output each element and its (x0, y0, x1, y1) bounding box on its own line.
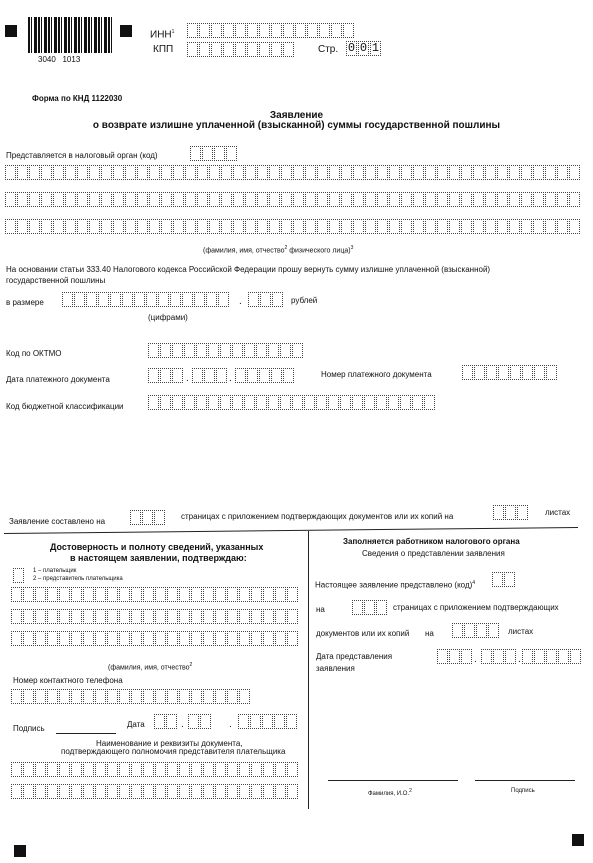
pay-date-day[interactable] (148, 368, 184, 383)
date-dot: . (181, 719, 184, 730)
date-dot: . (186, 373, 189, 384)
office-pages-label: страницах с приложением подтверждающих (393, 603, 559, 612)
presented-label: Настоящее заявление представлено (код)$^4$ (315, 580, 476, 590)
rub-label: рублей (291, 296, 318, 305)
presented-date-label-2: заявления (316, 664, 355, 673)
pay-date-label: Дата платежного документа (6, 375, 110, 384)
sign-date-month[interactable] (188, 714, 212, 729)
kbk-label: Код бюджетной классификации (6, 402, 124, 411)
page-number-field[interactable] (346, 41, 382, 56)
date-dot: . (229, 719, 232, 730)
oktmo-field[interactable] (148, 343, 304, 358)
corner-marker-bottom-right (572, 834, 584, 846)
barcode-number: 3040 1013 (38, 55, 81, 64)
amount-rubles-field[interactable] (62, 292, 230, 307)
sign-date-year[interactable] (238, 714, 298, 729)
fio-row-3[interactable] (5, 219, 581, 234)
inn-label: ИНН$^1$ (150, 29, 175, 41)
sheets-count-field[interactable] (493, 505, 529, 520)
page-digit: 1 (371, 41, 380, 55)
date-dot: . (474, 654, 477, 665)
corner-marker-bottom-left (14, 845, 26, 857)
amount-kopecks-field[interactable] (248, 292, 284, 307)
fio-row-1[interactable] (5, 165, 581, 180)
pages-count-field[interactable] (130, 510, 166, 525)
doc-title-2: подтверждающего полномочия представителя плательщика (61, 747, 286, 756)
office-pages-field[interactable] (352, 600, 388, 615)
decimal-dot: . (239, 296, 242, 307)
pages-suffix: листах (545, 508, 571, 517)
form-code: Форма по КНД 1122030 (32, 94, 123, 103)
signer-fio-row-3[interactable] (11, 631, 299, 646)
option-payer: 1 – плательщик (33, 568, 77, 574)
signer-type-field[interactable] (13, 568, 25, 583)
pay-num-field[interactable] (462, 365, 558, 380)
authority-doc-row-1[interactable] (11, 762, 299, 777)
signature-line[interactable] (56, 733, 116, 734)
officer-sign-line[interactable] (475, 780, 575, 781)
officer-name-line[interactable] (328, 780, 458, 781)
officer-fio-label: Фамилия, И.О.$^2$ (368, 788, 412, 797)
presented-date-month[interactable] (481, 649, 517, 664)
left-block-title-1: Достоверность и полноту сведений, указанных (50, 542, 264, 552)
on-label: на (316, 605, 325, 614)
page-digit: 0 (347, 41, 356, 55)
date-dot: . (229, 373, 232, 384)
pages-middle: страницах с приложением подтверждающих документов или их копий на (181, 512, 454, 521)
page-label: Стр. (318, 44, 339, 55)
sign-label: Подпись (13, 724, 45, 733)
authority-doc-row-2[interactable] (11, 784, 299, 799)
on2-label: на (425, 629, 434, 638)
presented-code-field[interactable] (492, 572, 516, 587)
fio-row-2[interactable] (5, 192, 581, 207)
page-digit: 0 (359, 41, 368, 55)
oktmo-label: Код по ОКТМО (6, 349, 62, 358)
pay-date-month[interactable] (192, 368, 228, 383)
form-title-line2: о возврате излишне уплаченной (взысканной) суммы государственной пошлины (92, 120, 501, 131)
presented-date-day[interactable] (437, 649, 473, 664)
section-divider (4, 527, 578, 534)
form-title-line1: Заявление (269, 110, 324, 121)
pay-date-year[interactable] (235, 368, 295, 383)
left-block-title-2: в настоящем заявлении, подтверждаю: (70, 553, 247, 563)
pages-prefix: Заявление составлено на (9, 517, 106, 526)
doc-title-1: Наименование и реквизиты документа, (96, 739, 243, 748)
officer-sign-label: Подпись (511, 788, 535, 794)
sheets-label: листах (508, 627, 534, 636)
digits-caption: (цифрами) (148, 313, 188, 322)
phone-field[interactable] (11, 689, 251, 704)
right-block-title: Заполняется работником налогового органа (343, 537, 520, 546)
sign-date-day[interactable] (154, 714, 178, 729)
tax-organ-code-field[interactable] (190, 146, 238, 161)
presented-date-label-1: Дата представления (316, 652, 393, 661)
option-representative: 2 – представитель плательщика (33, 576, 123, 582)
tax-organ-label: Представляется в налоговый орган (код) (6, 151, 158, 160)
inn-field[interactable] (187, 23, 355, 38)
signer-fio-row-2[interactable] (11, 609, 299, 624)
kbk-field[interactable] (148, 395, 436, 410)
corner-marker-top-right (120, 25, 132, 37)
basis-text-line1: На основании статьи 333.40 Налогового кодекса Российской Федерации прошу вернуть сумму излишне уплаченной (взысканной) (6, 265, 491, 274)
basis-text-line2: государственной пошлины (6, 276, 106, 285)
phone-label: Номер контактного телефона (13, 676, 123, 685)
right-block-subtitle: Сведения о представлении заявления (362, 549, 505, 558)
kpp-label: КПП (153, 44, 174, 55)
signer-fio-caption: (фамилия, имя, отчество$^2$ (108, 662, 193, 672)
date-dot: . (518, 654, 521, 665)
column-divider (308, 531, 309, 809)
fio-caption: (фамилия, имя, отчество$^2$ физического лица)$^3$ (203, 245, 354, 255)
barcode (28, 17, 112, 53)
amount-label: в размере (6, 298, 44, 307)
docs-label: документов или их копий (316, 629, 410, 638)
signer-fio-row-1[interactable] (11, 587, 299, 602)
presented-date-year[interactable] (522, 649, 582, 664)
office-sheets-field[interactable] (452, 623, 500, 638)
pay-num-label: Номер платежного документа (321, 370, 432, 379)
sign-date-label: Дата (127, 720, 145, 729)
corner-marker-top-left (5, 25, 17, 37)
kpp-field[interactable] (187, 42, 295, 57)
